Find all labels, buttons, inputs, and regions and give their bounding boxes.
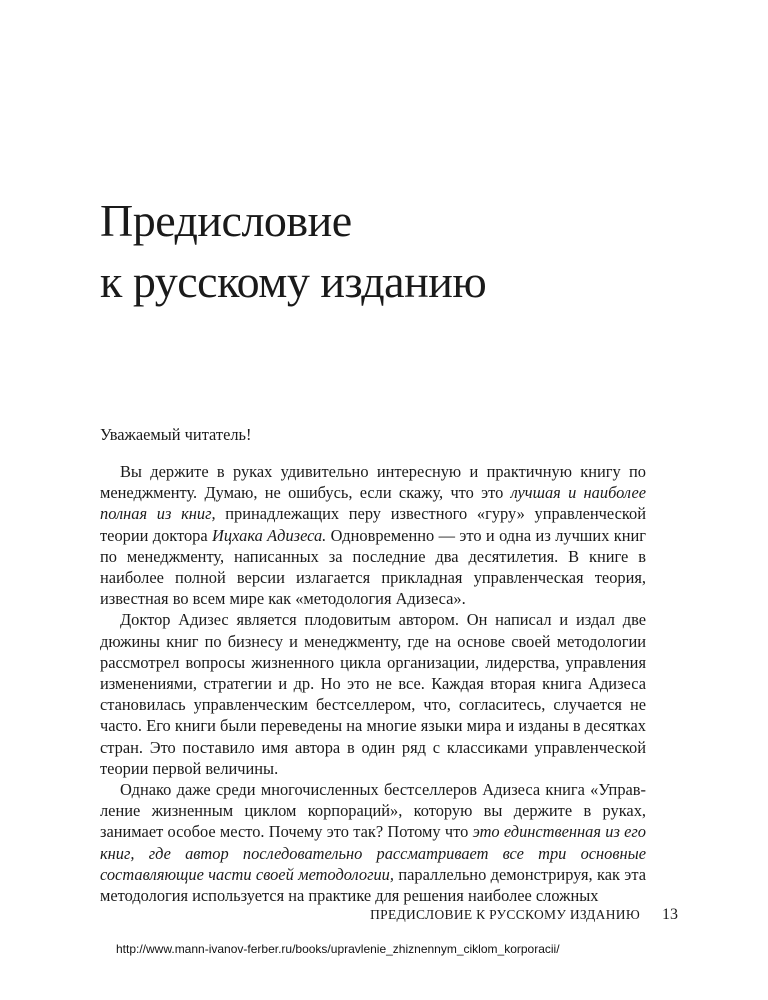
paragraph [100,461,646,609]
paragraph [100,779,646,906]
italic-segment: это единственная из его книг, где автор последовательно рассматривает все три основные составляющие части своей методологии, [100,822,647,884]
page-number: 13 [662,906,678,923]
page-title [100,190,486,312]
source-url[interactable]: http://www.mann-ivanov-ferber.ru/books/upravlenie_zhiznennym_ciklom_korporacii/ [116,942,560,956]
body-text [100,461,646,906]
running-footer [100,906,678,924]
text-segment: Однако даже среди многочисленных бестселлеров Адизеса книга «Управление жизненным циклом корпораций», которую вы держите в руках, занимает особое место. Почему это так? Потому что [100,780,646,842]
text-segment: Одновременно — это и одна из лучших книг по менеджменту, написанных за последние два десятилетия. В книге в наиболее полной версии излагается прикладная управленческая теория, известная во всем мире как «методология Адизеса». [100,525,647,609]
italic-segment: Ицхака Адизеса. [212,525,327,545]
text-segment: принадлежащих перу известного «гуру» управленческой теории доктора [100,504,646,545]
italic-segment: лучшая и наиболее полная из книг, [100,483,646,524]
paragraph [100,609,646,779]
text-segment: параллельно демонстрируя, как эта методология используется на практике для решения наиболее сложных [100,864,646,906]
text-segment: Доктор Адизес является плодовитым автором. Он написал и издал две дюжины книг по бизнесу и менеджменту, где на основе своей методологии рассмотрел вопросы жизненного цикла организации, лидерства, управления изменениями, стратегии и др. Но это не все. Каждая вторая книга Адизеса становилась управленческим бестселлером, что, согласитесь, случается не часто. Его книги были переведены на многие языки мира и изданы в десятках стран. Это поставило имя автора в один ряд с классиками управленческой теории первой величины. [100,610,646,778]
greeting: Уважаемый читатель! [100,425,252,444]
page-title-line-1: Предисловие [100,195,352,246]
page-title-line-2: к русскому изданию [100,256,487,307]
text-segment: Вы держите в руках удивительно интересную и практичную книгу по менеджменту. Думаю, не ошибусь, если скажу, что это [100,462,646,503]
footer-section-title: ПРЕДИСЛОВИЕ К РУССКОМУ ИЗДАНИЮ [370,907,640,922]
